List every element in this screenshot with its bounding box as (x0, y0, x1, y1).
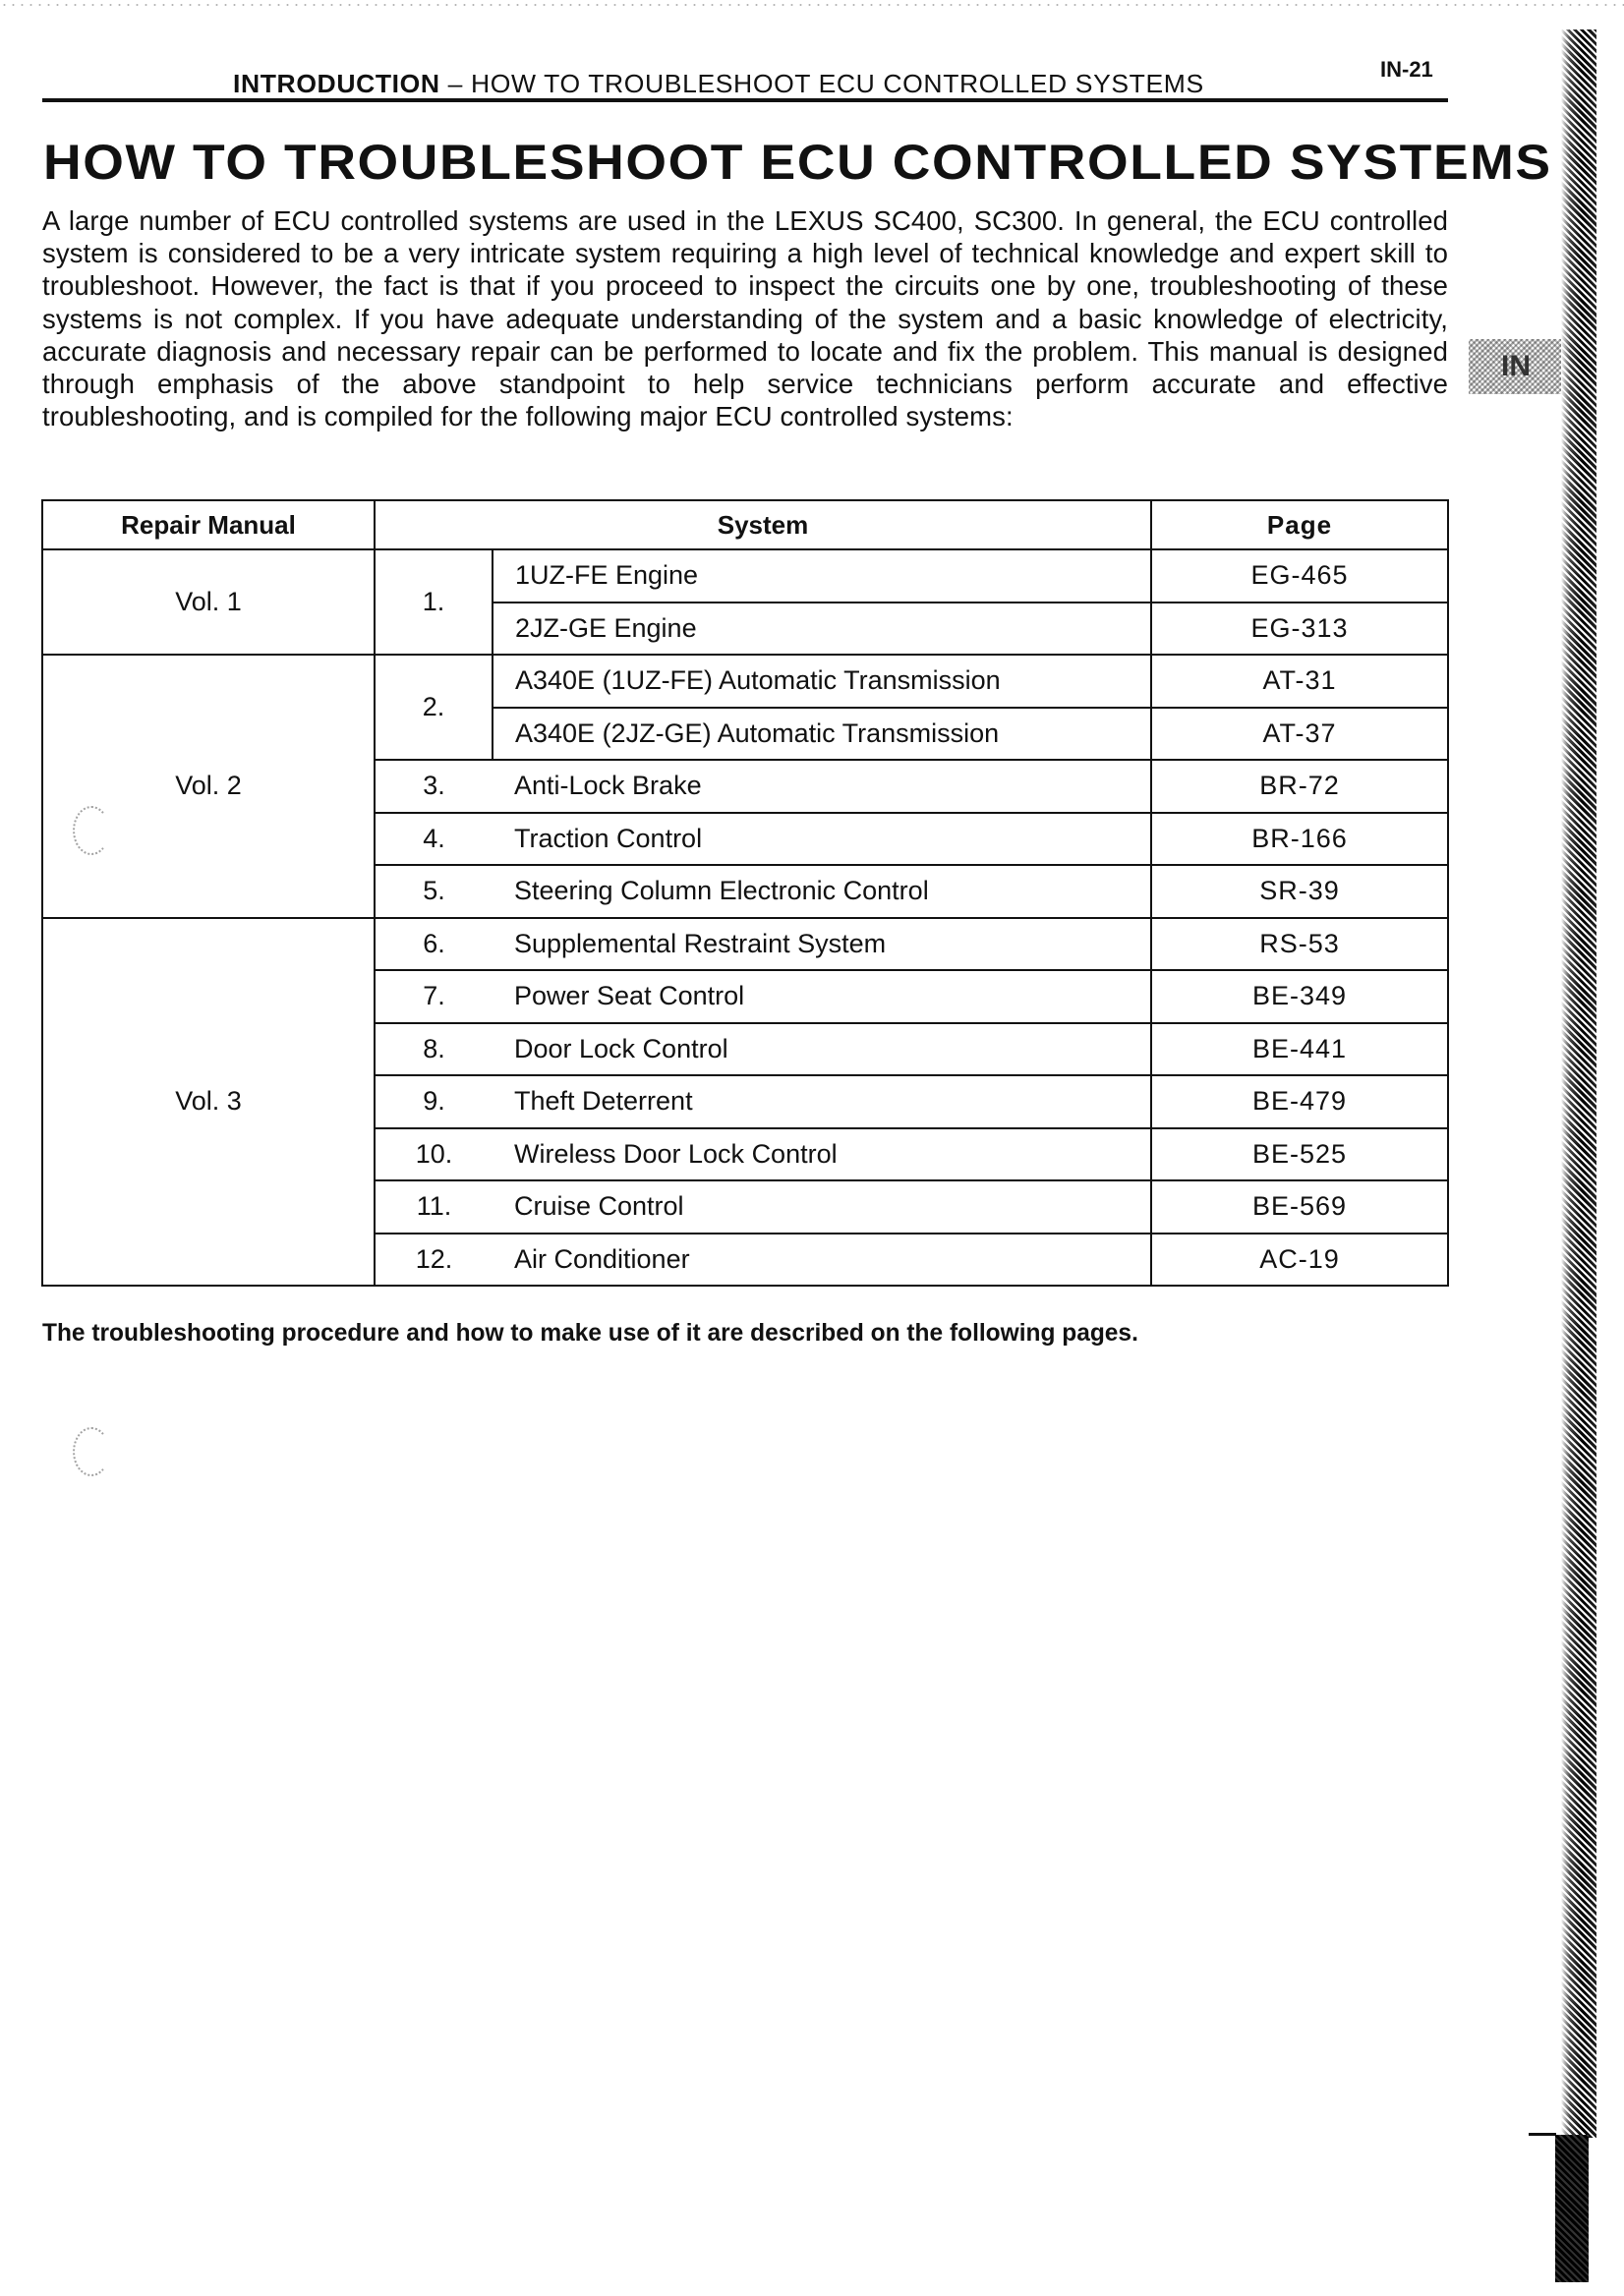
page-edge-tick (1529, 2133, 1556, 2136)
system-number: 2. (375, 655, 493, 760)
table-row (42, 918, 1448, 971)
table-row (42, 549, 1448, 603)
running-header (233, 69, 1204, 99)
page-reference: EG-465 (1151, 549, 1448, 603)
punch-hole-mark (73, 806, 110, 855)
volume-cell: Vol. 3 (42, 918, 375, 1287)
system-name: Theft Deterrent (493, 1075, 1151, 1128)
table-header-row (42, 500, 1448, 549)
page-reference: BE-349 (1151, 970, 1448, 1023)
section-tab-label: IN (1501, 350, 1531, 382)
system-name: Door Lock Control (493, 1023, 1151, 1076)
system-name: Traction Control (493, 813, 1151, 866)
page-reference: AT-37 (1151, 708, 1448, 761)
page-reference: BE-525 (1151, 1128, 1448, 1181)
system-name: Air Conditioner (493, 1234, 1151, 1287)
footer-note: The troubleshooting procedure and how to make use of it are described on the following pages. (42, 1319, 1138, 1347)
system-number: 11. (375, 1180, 493, 1234)
system-name: 1UZ-FE Engine (493, 549, 1151, 603)
system-number: 10. (375, 1128, 493, 1181)
system-number: 1. (375, 549, 493, 655)
running-header-section: INTRODUCTION (233, 69, 440, 98)
system-number: 3. (375, 760, 493, 813)
volume-cell: Vol. 1 (42, 549, 375, 655)
ecu-systems-table (41, 499, 1449, 1287)
page-reference: BE-569 (1151, 1180, 1448, 1234)
system-number: 6. (375, 918, 493, 971)
running-header-subtitle: HOW TO TROUBLESHOOT ECU CONTROLLED SYSTEMS (470, 69, 1204, 98)
page-edge-strip (1561, 29, 1596, 2138)
section-tab-marker (1469, 339, 1563, 394)
system-number: 4. (375, 813, 493, 866)
volume-cell: Vol. 2 (42, 655, 375, 918)
system-name: Anti-Lock Brake (493, 760, 1151, 813)
system-number: 12. (375, 1234, 493, 1287)
page-reference: BE-441 (1151, 1023, 1448, 1076)
system-name: Power Seat Control (493, 970, 1151, 1023)
system-number: 8. (375, 1023, 493, 1076)
page-edge-strip-dark (1555, 2135, 1589, 2282)
punch-hole-mark (73, 1427, 110, 1476)
page-reference: BE-479 (1151, 1075, 1448, 1128)
header-page: Page (1151, 500, 1448, 549)
system-name: Steering Column Electronic Control (493, 865, 1151, 918)
header-rule (42, 98, 1448, 102)
page-reference: BR-72 (1151, 760, 1448, 813)
intro-paragraph: A large number of ECU controlled systems are used in the LEXUS SC400, SC300. In general, the ECU controlled system is considered to be a very intricate system requiring a high level of technical knowledge and expert skill to troubleshoot. However, the fact is that if you proceed to inspect the circuits one by one, troubleshooting of these systems is not complex. If you have adequate understanding of the system and a basic knowledge of electricity, accurate diagnosis and necessary repair can be performed to locate and fix the problem. This manual is designed through emphasis of the above standpoint to help service technicians perform accurate and effective troubleshooting, and is compiled for the following major ECU controlled systems: (42, 205, 1448, 432)
page-reference: EG-313 (1151, 603, 1448, 656)
system-name: Supplemental Restraint System (493, 918, 1151, 971)
page-reference: SR-39 (1151, 865, 1448, 918)
page-title: HOW TO TROUBLESHOOT ECU CONTROLLED SYSTEMS (43, 135, 1552, 190)
system-number: 5. (375, 865, 493, 918)
system-number: 7. (375, 970, 493, 1023)
running-header-separator: – (447, 69, 464, 98)
system-name: A340E (2JZ-GE) Automatic Transmission (493, 708, 1151, 761)
system-name: A340E (1UZ-FE) Automatic Transmission (493, 655, 1151, 708)
page-reference: AC-19 (1151, 1234, 1448, 1287)
table-row (42, 655, 1448, 708)
page-reference: AT-31 (1151, 655, 1448, 708)
page-number: IN-21 (1380, 57, 1433, 82)
system-number: 9. (375, 1075, 493, 1128)
page-reference: RS-53 (1151, 918, 1448, 971)
header-system: System (375, 500, 1151, 549)
system-name: 2JZ-GE Engine (493, 603, 1151, 656)
system-name: Wireless Door Lock Control (493, 1128, 1151, 1181)
system-name: Cruise Control (493, 1180, 1151, 1234)
scan-edge-dots (0, 4, 1624, 6)
header-repair-manual: Repair Manual (42, 500, 375, 549)
page-reference: BR-166 (1151, 813, 1448, 866)
